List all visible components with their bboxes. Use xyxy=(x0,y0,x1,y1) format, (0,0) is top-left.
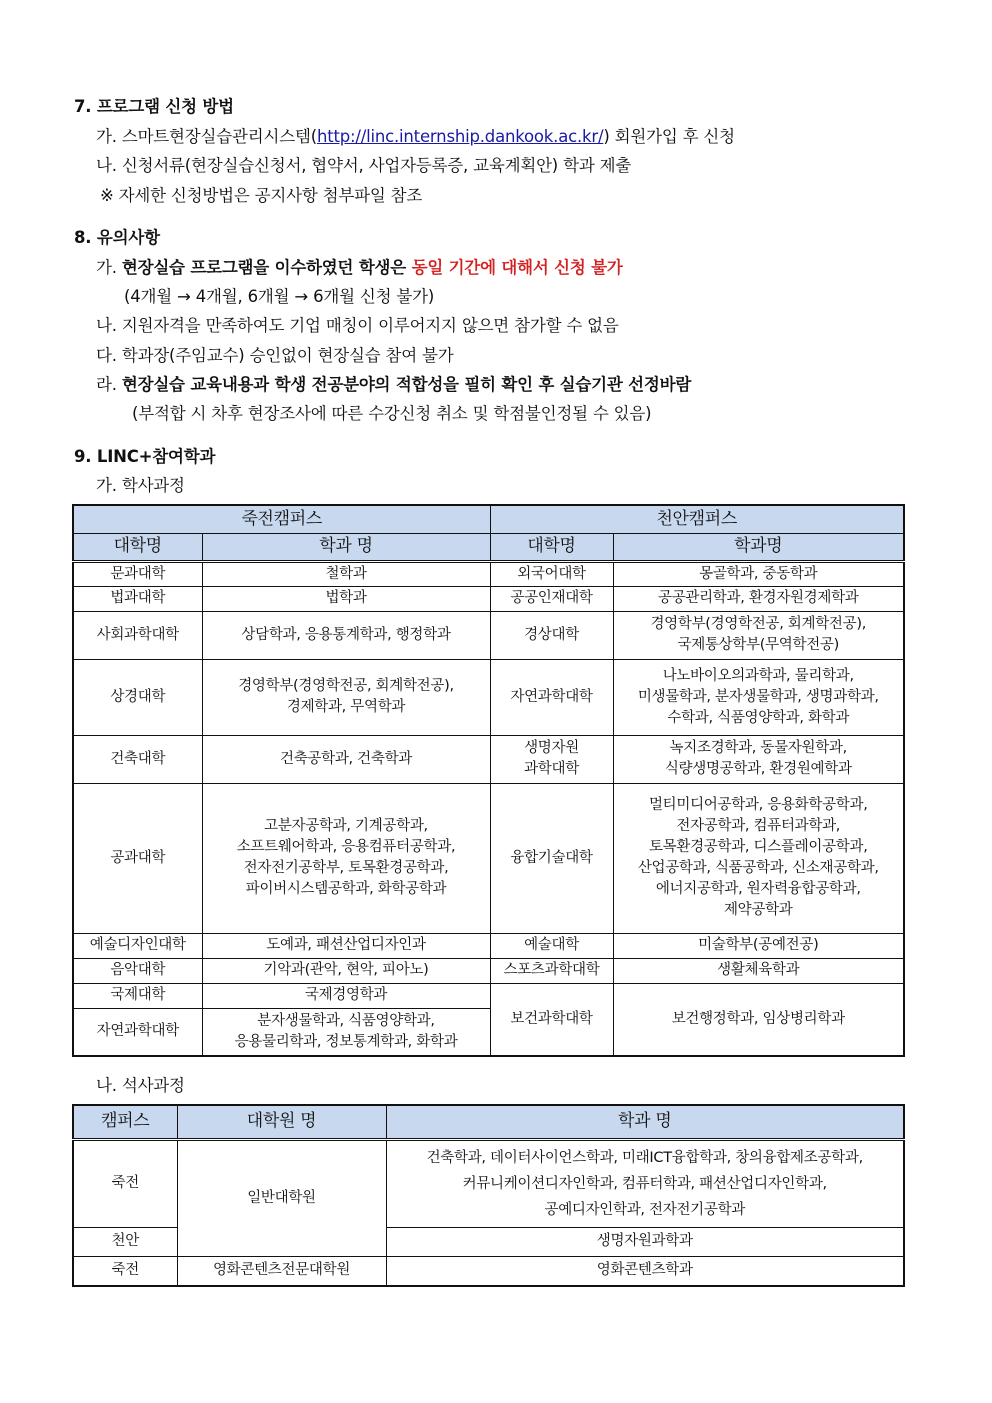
dept-cell: 상담학과, 응용통계학과, 행정학과 xyxy=(202,611,490,659)
section-7-note: ※ 자세한 신청방법은 공지사항 첨부파일 참조 xyxy=(100,186,423,205)
section-8-title: 8. 유의사항 xyxy=(74,228,160,247)
col-college-left: 대학명 xyxy=(73,533,202,561)
undergrad-table xyxy=(72,504,905,1057)
undergrad-subtitle: 가. 학사과정 xyxy=(96,476,185,495)
campus-jukjeon-header: 죽전캠퍼스 xyxy=(73,505,490,533)
grad-school-cell: 영화콘텐츠전문대학원 xyxy=(177,1256,386,1286)
table-row xyxy=(73,735,904,783)
col-campus: 캠퍼스 xyxy=(73,1105,177,1139)
dept-cell: 생활체육학과 xyxy=(613,958,904,983)
college-cell: 스포츠과학대학 xyxy=(490,958,613,983)
table-row xyxy=(73,586,904,611)
grad-subtitle: 나. 석사과정 xyxy=(96,1076,185,1095)
college-cell: 외국어대학 xyxy=(490,561,613,586)
dept-cell: 나노바이오의과학과, 물리학과, 미생물학과, 분자생물학과, 생명과학과, 수학과, 식품영양학과, 화학과 xyxy=(613,659,904,735)
table-row xyxy=(73,611,904,659)
col-grad-dept: 학과 명 xyxy=(386,1105,904,1139)
dept-cell: 건축학과, 데이터사이언스학과, 미래ICT융합학과, 창의융합제조공학과, 커뮤니케이션디자인학과, 컴퓨터학과, 패션산업디자인학과, 공예디자인학과, 전자전기공학과 xyxy=(386,1139,904,1227)
section-7-item-a xyxy=(96,123,735,147)
college-cell: 자연과학대학 xyxy=(490,659,613,735)
col-grad-school: 대학원 명 xyxy=(177,1105,386,1139)
table-row xyxy=(73,659,904,735)
college-cell: 생명자원 과학대학 xyxy=(490,735,613,783)
campus-cell: 죽전 xyxy=(73,1256,177,1286)
campus-cell: 죽전 xyxy=(73,1139,177,1227)
dept-cell: 경영학부(경영학전공, 회계학전공), 국제통상학부(무역학전공) xyxy=(613,611,904,659)
section-8-item-c: 다. 학과장(주임교수) 승인없이 현장실습 참여 불가 xyxy=(96,346,454,365)
campus-cell: 천안 xyxy=(73,1227,177,1256)
dept-cell: 분자생물학과, 식품영양학과, 응용물리학과, 정보통계학과, 화학과 xyxy=(202,1008,490,1056)
dept-cell: 국제경영학과 xyxy=(202,983,490,1008)
college-cell: 음악대학 xyxy=(73,958,202,983)
section-8-item-a xyxy=(96,254,623,278)
grad-school-cell: 일반대학원 xyxy=(177,1139,386,1256)
table-row xyxy=(73,1139,904,1227)
table-row xyxy=(73,983,904,1008)
dept-cell: 도예과, 패션산업디자인과 xyxy=(202,933,490,958)
col-college-right: 대학명 xyxy=(490,533,613,561)
section-7-item-a-prefix: 가. 스마트현장실습관리시스템( xyxy=(96,127,317,146)
col-dept-right: 학과명 xyxy=(613,533,904,561)
college-cell: 융합기술대학 xyxy=(490,783,613,933)
section-8-item-d-prefix: 라. xyxy=(96,375,122,394)
internship-system-link[interactable]: http://linc.internship.dankook.ac.kr/ xyxy=(316,127,604,146)
college-cell: 자연과학대학 xyxy=(73,1008,202,1056)
college-cell: 공과대학 xyxy=(73,783,202,933)
table-row xyxy=(73,1256,904,1286)
dept-cell: 철학과 xyxy=(202,561,490,586)
dept-cell: 녹지조경학과, 동물자원학과, 식량생명공학과, 환경원예학과 xyxy=(613,735,904,783)
college-cell: 경상대학 xyxy=(490,611,613,659)
college-cell: 국제대학 xyxy=(73,983,202,1008)
dept-cell: 영화콘텐츠학과 xyxy=(386,1256,904,1286)
dept-cell: 멀티미디어공학과, 응용화학공학과, 전자공학과, 컴퓨터과학과, 토목환경공학과, 디스플레이공학과, 산업공학과, 식품공학과, 신소재공학과, 에너지공학과, 원자력융합공학과, 제약공학과 xyxy=(613,783,904,933)
section-8-item-a-prefix: 가. xyxy=(96,258,122,277)
section-9-title: 9. LINC+참여학과 xyxy=(74,447,216,466)
college-cell: 상경대학 xyxy=(73,659,202,735)
table-row xyxy=(73,933,904,958)
section-8-item-b: 나. 지원자격을 만족하여도 기업 매칭이 이루어지지 않으면 참가할 수 없음 xyxy=(96,316,619,335)
section-8-item-a-sub: (4개월 → 4개월, 6개월 → 6개월 신청 불가) xyxy=(124,287,435,306)
section-7-title: 7. 프로그램 신청 방법 xyxy=(74,97,234,116)
table-row xyxy=(73,561,904,586)
table-row xyxy=(73,958,904,983)
dept-cell: 미술학부(공예전공) xyxy=(613,933,904,958)
grad-table xyxy=(72,1104,905,1287)
dept-cell: 고분자공학과, 기계공학과, 소프트웨어학과, 응용컴퓨터공학과, 전자전기공학부, 토목환경공학과, 파이버시스템공학과, 화학공학과 xyxy=(202,783,490,933)
college-cell: 법과대학 xyxy=(73,586,202,611)
dept-cell: 기악과(관악, 현악, 피아노) xyxy=(202,958,490,983)
section-8-item-a-bold: 현장실습 프로그램을 이수하였던 학생은 xyxy=(121,258,412,277)
campus-cheonan-header: 천안캠퍼스 xyxy=(490,505,904,533)
college-cell: 예술디자인대학 xyxy=(73,933,202,958)
dept-cell: 법학과 xyxy=(202,586,490,611)
college-cell: 예술대학 xyxy=(490,933,613,958)
section-7-item-b: 나. 신청서류(현장실습신청서, 협약서, 사업자등록증, 교육계획안) 학과 제출 xyxy=(96,156,632,175)
col-dept-left: 학과 명 xyxy=(202,533,490,561)
section-7-item-a-suffix: ) 회원가입 후 신청 xyxy=(603,127,735,146)
dept-cell: 공공관리학과, 환경자원경제학과 xyxy=(613,586,904,611)
section-8-item-d-sub: (부적합 시 차후 현장조사에 따른 수강신청 취소 및 학점불인정될 수 있음) xyxy=(132,404,652,423)
section-8-item-d xyxy=(96,371,691,395)
section-8-item-a-warning: 동일 기간에 대해서 신청 불가 xyxy=(411,258,623,277)
table-row xyxy=(73,783,904,933)
dept-cell: 생명자원과학과 xyxy=(386,1227,904,1256)
college-cell: 공공인재대학 xyxy=(490,586,613,611)
dept-cell: 보건행정학과, 임상병리학과 xyxy=(613,983,904,1056)
dept-cell: 몽골학과, 중동학과 xyxy=(613,561,904,586)
section-8-item-d-bold: 현장실습 교육내용과 학생 전공분야의 적합성을 필히 확인 후 실습기관 선정바람 xyxy=(121,375,692,394)
college-cell: 사회과학대학 xyxy=(73,611,202,659)
dept-cell: 경영학부(경영학전공, 회계학전공), 경제학과, 무역학과 xyxy=(202,659,490,735)
dept-cell: 건축공학과, 건축학과 xyxy=(202,735,490,783)
college-cell: 보건과학대학 xyxy=(490,983,613,1056)
college-cell: 건축대학 xyxy=(73,735,202,783)
college-cell: 문과대학 xyxy=(73,561,202,586)
